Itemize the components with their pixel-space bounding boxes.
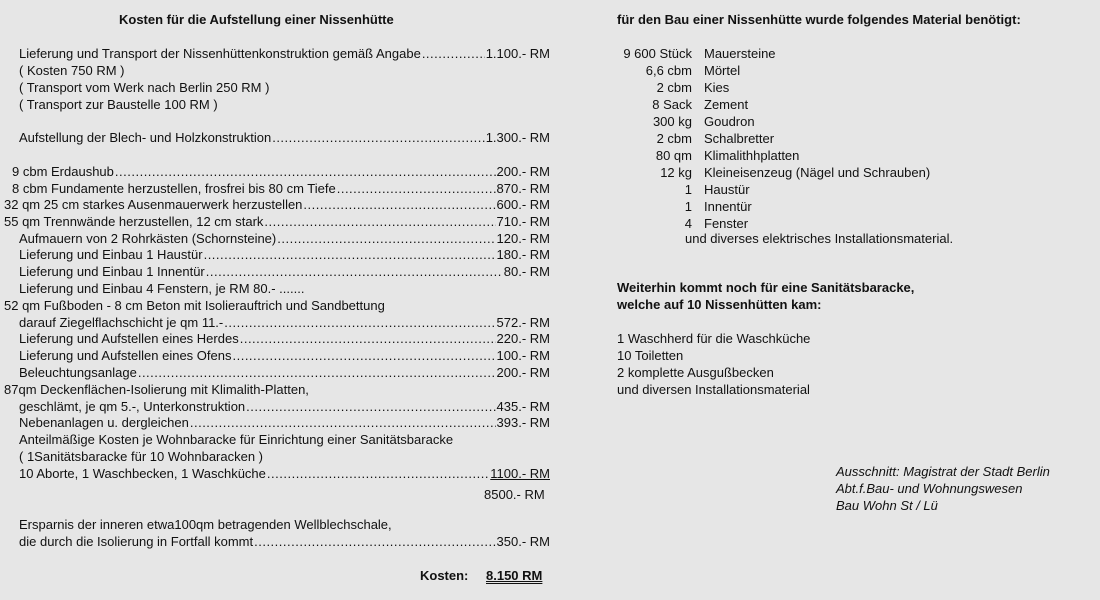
material-qty: 1 — [684, 182, 692, 197]
leader-dots — [138, 364, 496, 381]
cost-row: ( Transport zur Baustelle 100 RM ) — [19, 97, 218, 112]
subtotal: 8500.- RM — [484, 487, 545, 502]
cost-amount: 220.- RM — [496, 331, 550, 346]
cost-row — [4, 196, 550, 213]
leader-dots — [422, 45, 485, 62]
cost-amount: 200.- RM — [496, 164, 550, 179]
material-qty: 12 kg — [660, 165, 692, 180]
cost-desc: Lieferung und Einbau 1 Innentür — [19, 264, 205, 279]
cost-desc: Lieferung und Einbau 1 Haustür — [19, 247, 203, 262]
material-name: Schalbretter — [704, 131, 775, 146]
source-line: Ausschnitt: Magistrat der Stadt Berlin — [836, 464, 1050, 479]
cost-row — [19, 45, 550, 62]
sanitary-title-2: welche auf 10 Nissenhütten kam: — [617, 297, 822, 312]
material-qty: 2 cbm — [656, 80, 692, 95]
cost-desc: Aufstellung der Blech- und Holzkonstruktion — [19, 130, 272, 145]
cost-row: ( Transport vom Werk nach Berlin 250 RM ) — [19, 80, 270, 95]
leader-dots — [267, 465, 489, 482]
total-value: 8.150 RM — [486, 568, 543, 583]
leader-dots — [224, 314, 495, 331]
sanitary-title-1: Weiterhin kommt noch für eine Sanitätsbaracke, — [617, 280, 915, 295]
material-name: Goudron — [704, 114, 755, 129]
cost-desc: 55 qm Trennwände herzustellen, 12 cm stark — [4, 214, 264, 229]
cost-amount: 1.300.- RM — [485, 130, 550, 145]
cost-desc: Beleuchtungsanlage — [19, 365, 137, 380]
cost-desc: geschlämt, je qm 5.-, Unterkonstruktion — [19, 399, 246, 414]
leader-dots — [272, 129, 484, 146]
material-name: Mörtel — [704, 63, 741, 78]
cost-amount: 200.- RM — [496, 365, 550, 380]
cost-amount: 435.- RM — [496, 399, 550, 414]
cost-row — [19, 246, 550, 263]
material-qty: 8 Sack — [652, 97, 692, 112]
cost-desc: Lieferung und Aufstellen eines Ofens — [19, 348, 232, 363]
cost-amount: 1.100.- RM — [485, 46, 550, 61]
material-extra: und diverses elektrisches Installationsmaterial. — [685, 231, 954, 246]
leader-dots — [337, 180, 496, 197]
leader-dots — [303, 196, 495, 213]
cost-desc: 9 cbm Erdaushub — [12, 164, 114, 179]
cost-row: 87qm Deckenflächen-Isolierung mit Klimalith-Platten, — [4, 382, 309, 397]
cost-desc: darauf Ziegelflachschicht je qm 11.- — [19, 315, 224, 330]
material-name: Kies — [704, 80, 730, 95]
sanitary-item: 2 komplette Ausgußbecken — [617, 365, 774, 380]
cost-amount: 1100.- RM — [490, 466, 550, 481]
cost-row — [19, 347, 550, 364]
material-qty: 4 — [684, 216, 692, 231]
material-qty: 80 qm — [655, 148, 692, 163]
cost-row — [19, 129, 550, 146]
cost-row: ( Kosten 750 RM ) — [19, 63, 125, 78]
material-name: Klimalithhplatten — [704, 148, 800, 163]
cost-row — [19, 398, 550, 415]
sanitary-item: und diversen Installationsmaterial — [617, 382, 810, 397]
cost-row: 52 qm Fußboden - 8 cm Beton mit Isolierauftrich und Sandbettung — [4, 298, 385, 313]
cost-desc: Nebenanlagen u. dergleichen — [19, 415, 189, 430]
material-title: für den Bau einer Nissenhütte wurde folgendes Material benötigt: — [617, 12, 1021, 27]
cost-row — [12, 163, 550, 180]
cost-amount: 572.- RM — [496, 315, 550, 330]
source-line: Bau Wohn St / Lü — [836, 498, 938, 513]
cost-row — [19, 330, 550, 347]
cost-row — [19, 314, 550, 331]
leader-dots — [277, 230, 495, 247]
material-qty: 9 600 Stück — [623, 46, 692, 61]
material-name: Fenster — [704, 216, 749, 231]
leader-dots — [264, 213, 495, 230]
leader-dots — [204, 246, 496, 263]
cost-amount: 393.- RM — [496, 415, 550, 430]
total-label: Kosten: — [420, 568, 469, 583]
cost-row — [4, 213, 550, 230]
cost-desc: 10 Aborte, 1 Waschbecken, 1 Waschküche — [19, 466, 266, 481]
material-name: Kleineisenzeug (Nägel und Schrauben) — [704, 165, 931, 180]
sanitary-item: 10 Toiletten — [617, 348, 684, 363]
cost-row — [12, 180, 550, 197]
cost-desc: Aufmauern von 2 Rohrkästen (Schornsteine) — [19, 231, 277, 246]
leader-dots — [240, 330, 496, 347]
cost-desc: 8 cbm Fundamente herzustellen, frosfrei bis 80 cm Tiefe — [12, 181, 336, 196]
cost-row — [19, 263, 550, 280]
leader-dots — [115, 163, 496, 180]
leader-dots — [190, 414, 496, 431]
sanitary-item: 1 Waschherd für die Waschküche — [617, 331, 811, 346]
cost-amount: 870.- RM — [496, 181, 550, 196]
leader-dots — [232, 347, 495, 364]
cost-row — [19, 364, 550, 381]
leader-dots — [254, 533, 495, 550]
cost-amount: 710.- RM — [496, 214, 550, 229]
cost-amount: 80.- RM — [503, 264, 550, 279]
cost-row: Lieferung und Einbau 4 Fenstern, je RM 80.- ....... — [19, 281, 305, 296]
material-qty: 300 kg — [652, 114, 692, 129]
material-name: Mauersteine — [704, 46, 776, 61]
cost-desc: Lieferung und Transport der Nissenhüttenkonstruktion gemäß Angabe — [19, 46, 421, 61]
cost-desc: Lieferung und Aufstellen eines Herdes — [19, 331, 239, 346]
material-name: Haustür — [704, 182, 750, 197]
material-name: Zement — [704, 97, 749, 112]
savings-desc: die durch die Isolierung in Fortfall kommt — [19, 534, 254, 549]
cost-row: ( 1Sanitätsbaracke für 10 Wohnbaracken ) — [19, 449, 264, 464]
savings-amount: 350.- RM — [496, 534, 550, 549]
cost-amount: 100.- RM — [496, 348, 550, 363]
cost-amount: 180.- RM — [496, 247, 550, 262]
cost-row — [19, 230, 550, 247]
cost-row — [19, 414, 550, 431]
leader-dots — [246, 398, 495, 415]
cost-row: Anteilmäßige Kosten je Wohnbaracke für Einrichtung einer Sanitätsbaracke — [19, 432, 454, 447]
cost-desc: 32 qm 25 cm starkes Ausenmauerwerk herzustellen — [4, 197, 303, 212]
cost-amount: 120.- RM — [496, 231, 550, 246]
savings-row: Ersparnis der inneren etwa100qm betragenden Wellblechschale, — [19, 517, 392, 532]
material-qty: 1 — [684, 199, 692, 214]
material-name: Innentür — [704, 199, 752, 214]
leader-dots — [206, 263, 503, 280]
material-qty: 2 cbm — [656, 131, 692, 146]
source-line: Abt.f.Bau- und Wohnungswesen — [836, 481, 1023, 496]
material-qty: 6,6 cbm — [645, 63, 692, 78]
savings-row — [19, 533, 550, 550]
cost-title: Kosten für die Aufstellung einer Nissenhütte — [119, 12, 394, 27]
cost-row — [19, 465, 550, 482]
cost-amount: 600.- RM — [496, 197, 550, 212]
